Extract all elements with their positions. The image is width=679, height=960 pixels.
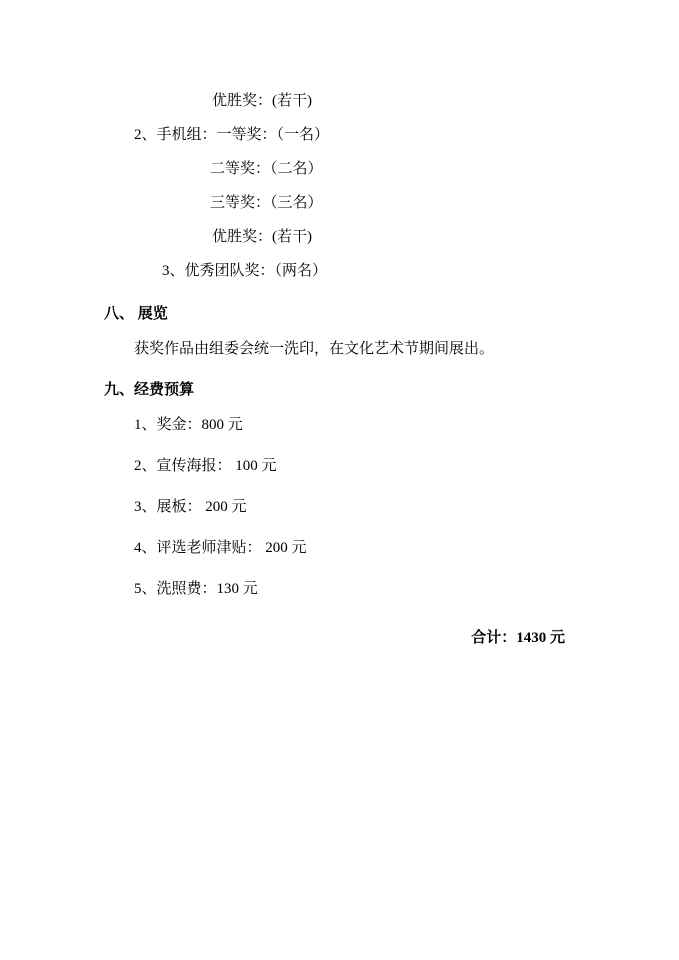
budget-total: 合计：1430 元 [471, 630, 565, 646]
budget-item: 5、洗照费：130 元 [134, 581, 258, 597]
award-line: 2、手机组：一等奖：（一名） [134, 127, 330, 143]
budget-item: 4、评选老师津贴： 200 元 [134, 540, 307, 556]
section-heading-exhibition: 八、 展览 [104, 306, 168, 322]
section-heading-budget: 九、经费预算 [104, 382, 195, 398]
award-line: 二等奖：（二名） [210, 161, 323, 177]
award-line: 3、优秀团队奖：（两名） [162, 263, 328, 279]
exhibition-paragraph: 获奖作品由组委会统一洗印，在文化艺术节期间展出。 [134, 341, 495, 357]
top-spacer [62, 70, 617, 92]
award-line: 优胜奖：(若干) [212, 93, 312, 109]
award-line: 优胜奖：(若干) [212, 229, 312, 245]
budget-item: 3、展板： 200 元 [134, 499, 247, 515]
award-line: 三等奖：（三名） [210, 195, 323, 211]
budget-item: 2、宣传海报： 100 元 [134, 458, 277, 474]
budget-item: 1、奖金：800 元 [134, 417, 243, 433]
